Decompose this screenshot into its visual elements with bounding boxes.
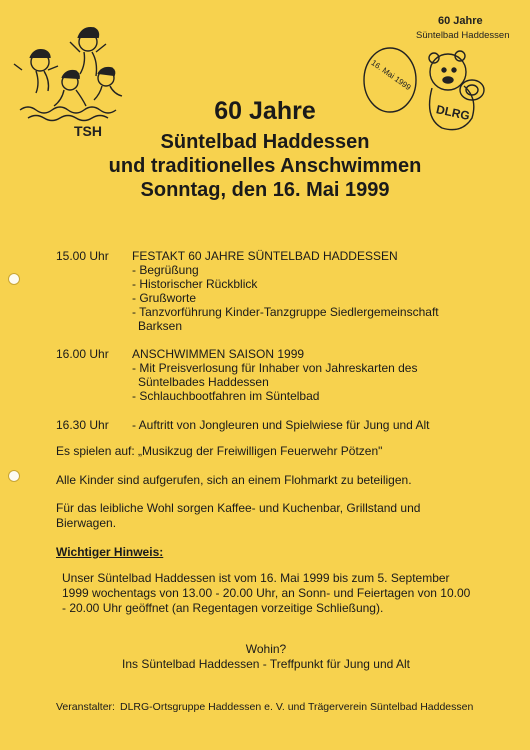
- kids-paragraph: Alle Kinder sind aufgerufen, sich an einem Flohmarkt zu beteiligen.: [56, 473, 412, 487]
- notice-heading: Wichtiger Hinweis:: [56, 545, 164, 559]
- organizer-footer: [56, 701, 486, 714]
- title-line-2: und traditionelles Anschwimmen: [108, 155, 422, 177]
- organizer-label: Veranstalter:: [56, 701, 115, 713]
- program-time: 16.00 Uhr: [56, 347, 109, 361]
- program-time: 15.00 Uhr: [56, 249, 109, 263]
- program-item: - Grußworte: [132, 291, 197, 305]
- program-item: - Schlauchbootfahren im Süntelbad: [132, 389, 320, 403]
- program-heading: ANSCHWIMMEN SAISON 1999: [132, 347, 305, 361]
- logo-bath-text: Süntelbad Haddessen: [416, 30, 510, 41]
- food-paragraph: Für das leibliche Wohl sorgen Kaffee- und Kuchenbar, Grillstand und Bierwagen.: [56, 501, 421, 530]
- punch-hole-top: [8, 273, 20, 285]
- program-heading: FESTAKT 60 JAHRE SÜNTELBAD HADDESSEN: [132, 249, 398, 263]
- logo-jubilee-text: 60 Jahre: [438, 15, 483, 27]
- program-item: - Historischer Rückblick: [132, 277, 258, 291]
- music-paragraph: Es spielen auf: „Musikzug der Freiwilligen Feuerwehr Pötzen": [56, 444, 383, 458]
- program-item: Barksen: [138, 319, 183, 333]
- page-title: 60 Jahre: [214, 97, 316, 125]
- program-item: - Tanzvorführung Kinder-Tanzgruppe Siedlergemeinschaft: [132, 305, 439, 319]
- title-line-1: Süntelbad Haddessen: [160, 131, 370, 153]
- wohin-heading: Wohin?: [245, 642, 287, 656]
- logo-dlrg-text: DLRG: [434, 102, 472, 124]
- title-block: [60, 96, 470, 202]
- destination-line: Ins Süntelbad Haddessen - Treffpunkt für Jung und Alt: [122, 657, 410, 671]
- program-heading: - Auftritt von Jongleuren und Spielwiese für Jung und Alt: [132, 418, 430, 432]
- logo-date-text: 16. Mai 1999: [369, 58, 413, 93]
- organizer-value: DLRG-Ortsgruppe Haddessen e. V. und Trägerverein Süntelbad Haddessen: [120, 701, 474, 713]
- punch-hole-bottom: [8, 470, 20, 482]
- program-block-1600: [56, 347, 486, 403]
- program-time: 16.30 Uhr: [56, 418, 109, 432]
- program-item: - Mit Preisverlosung für Inhaber von Jahreskarten des: [132, 361, 418, 375]
- program-block-1500: [56, 249, 486, 333]
- notice-paragraph: Unser Süntelbad Haddessen ist vom 16. Mai 1999 bis zum 5. September 1999 wochentags von 13.00 - 20.00 Uhr, an Sonn- und Feiertagen von 10.00 - 20.00 Uhr geöffnet (an Regentagen vorzeitige Schließung).: [62, 571, 471, 615]
- tsh-logo-text: TSH: [74, 123, 102, 137]
- title-line-3: Sonntag, den 16. Mai 1999: [140, 179, 390, 201]
- program-item: - Begrüßung: [132, 263, 199, 277]
- program-item: Süntelbades Haddessen: [138, 375, 269, 389]
- program-block-1630: [56, 418, 486, 432]
